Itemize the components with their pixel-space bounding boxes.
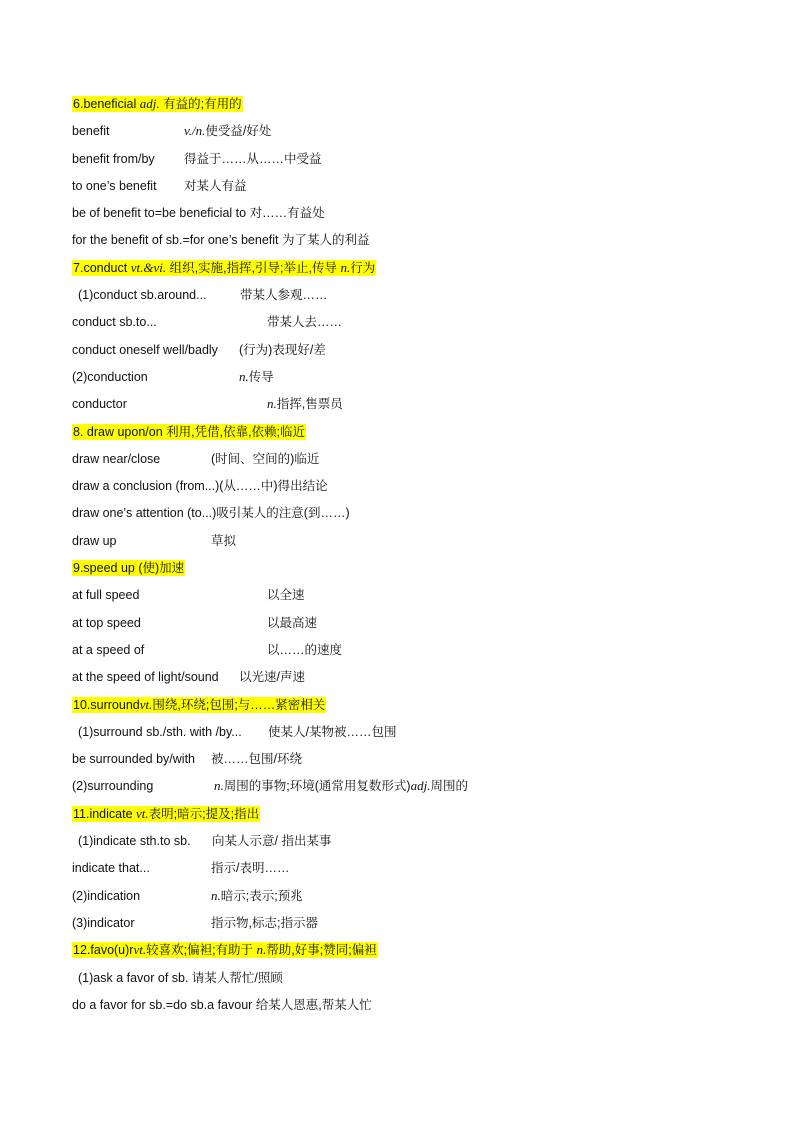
entry-heading — [72, 939, 752, 966]
phrase-line: at full speed 以全速 — [72, 588, 305, 603]
phrase-line: draw up 草拟 — [72, 533, 237, 548]
entry-heading — [72, 557, 752, 584]
phrase-line: conduct oneself well/badly (行为)表现好/差 — [72, 342, 326, 357]
highlighted-heading: 9.speed up (使)加速 — [73, 561, 185, 576]
phrase-line: draw a conclusion (from...)(从……中)得出结论 — [72, 479, 328, 494]
highlighted-heading: 6.beneficial adj. 有益的;有用的 — [73, 96, 242, 111]
phrase-line: benefit from/by 得益于……从……中受益 — [72, 151, 322, 166]
phrase-line: (2)surrounding n.周围的事物;环境(通常用复数形式)adj.周围的 — [72, 778, 468, 794]
vocabulary-page — [72, 93, 752, 1021]
phrase-line: at a speed of 以……的速度 — [72, 642, 343, 657]
phrase-line: (1)indicate sth.to sb. 向某人示意/ 指出某事 — [78, 834, 332, 849]
phrase-line: be surrounded by/with 被……包围/环绕 — [72, 752, 302, 767]
entry-heading — [72, 803, 752, 830]
highlighted-heading: 11.indicate vt.表明;暗示;提及;指出 — [73, 805, 260, 821]
highlighted-heading: 12.favo(u)rvt.较喜欢;偏袒;有助于 n.帮助,好事;赞同;偏袒 — [73, 942, 377, 958]
phrase-line: draw near/close (时间、空间的)临近 — [72, 451, 320, 466]
entry-heading — [72, 421, 752, 448]
phrase-line: at top speed 以最高速 — [72, 615, 318, 630]
phrase-line: (1)conduct sb.around... 带某人参观…… — [78, 288, 328, 303]
entry-heading — [72, 694, 752, 721]
phrase-line: for the benefit of sb.=for one’s benefit 为了某人的利益 — [72, 233, 370, 248]
highlighted-heading: 10.surroundvt.围绕,环绕;包围;与……紧密相关 — [73, 696, 326, 712]
phrase-line: draw one’s attention (to...)吸引某人的注意(到……) — [72, 506, 350, 521]
phrase-line: (3)indicator 指示物,标志;指示器 — [72, 915, 318, 930]
highlighted-heading: 8. draw upon/on 利用,凭借,依靠,依赖;临近 — [73, 424, 306, 439]
phrase-line: (1)surround sb./sth. with /by... 使某人/某物被……包围 — [78, 724, 397, 739]
phrase-line: at the speed of light/sound 以光速/声速 — [72, 670, 305, 685]
phrase-line: (2)indication n.暗示;表示;预兆 — [72, 887, 303, 903]
phrase-line: be of benefit to=be beneficial to 对……有益处 — [72, 206, 325, 221]
highlighted-heading: 7.conduct vt.&vi. 组织,实施,指挥,引导;举止,传导 n.行为 — [73, 259, 376, 275]
phrase-line: benefit v./n.使受益/好处 — [72, 123, 272, 139]
entry-heading — [72, 93, 752, 120]
entry-heading — [72, 257, 752, 284]
phrase-line: (2)conduction n.传导 — [72, 368, 274, 384]
phrase-line: to one’s benefit 对某人有益 — [72, 178, 247, 193]
phrase-line: conduct sb.to... 带某人去…… — [72, 315, 343, 330]
phrase-line: indicate that... 指示/表明…… — [72, 861, 290, 876]
phrase-line: do a favor for sb.=do sb.a favour 给某人恩惠,帮某人忙 — [72, 997, 372, 1012]
phrase-line: conductor n.指挥,售票员 — [72, 396, 343, 412]
phrase-line: (1)ask a favor of sb. 请某人帮忙/照顾 — [78, 970, 283, 985]
